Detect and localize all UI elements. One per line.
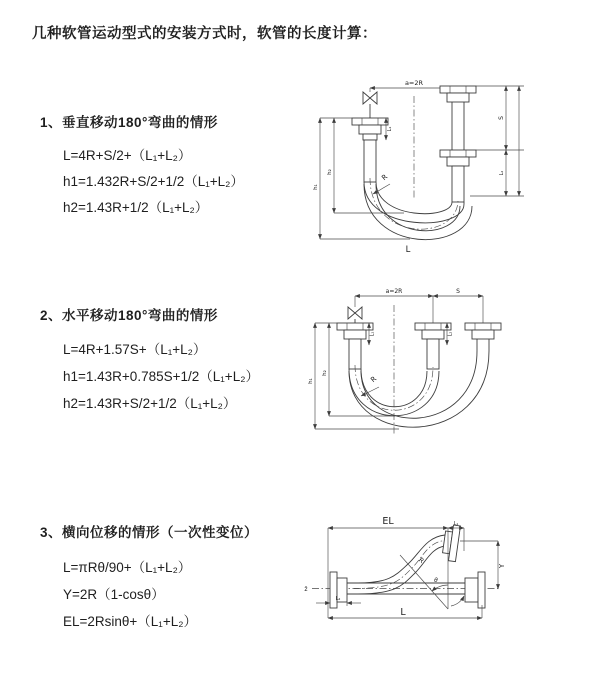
dim-label-l1: L₁ xyxy=(387,126,393,132)
dim-label-l2: L₂ xyxy=(499,170,505,176)
dim-a-2r xyxy=(355,288,433,296)
hose-displaced-position xyxy=(354,535,445,594)
right-flange-upper xyxy=(440,86,476,102)
dim-label-l2: L₂ xyxy=(335,596,341,602)
dim-label-h2: h₂ xyxy=(322,370,328,376)
formula-line: h2=1.43R+1/2（L₁+L₂） xyxy=(63,200,209,215)
dim-label-s: S xyxy=(498,116,505,120)
dim-el xyxy=(328,516,448,528)
page-title: 几种软管运动型式的安装方式时，软管的长度计算： xyxy=(32,26,377,42)
dim-h1 xyxy=(313,118,410,239)
dim-label-r: R xyxy=(369,374,379,385)
formula-line: L=4R+S/2+（L₁+L₂） xyxy=(63,148,192,163)
formula-line: EL=2Rsinθ+（L₁+L₂） xyxy=(63,614,197,629)
formula-line: h2=1.43R+S/2+1/2（L₁+L₂） xyxy=(63,396,237,411)
diagram-vertical-180-bend xyxy=(306,72,531,262)
section-1-heading: 1、垂直移动180°弯曲的情形 xyxy=(40,115,218,130)
dim-s-and-l2 xyxy=(470,86,524,196)
right-flange-moved xyxy=(465,323,501,351)
dim-l-total xyxy=(328,528,482,618)
section-lateral-offset xyxy=(40,521,258,635)
datum-mark: z̄ xyxy=(304,586,308,593)
right-flange-lower xyxy=(465,572,485,608)
formula-line: L=πRθ/90+（L₁+L₂） xyxy=(63,560,192,575)
formula-line: L=4R+1.57S+（L₁+L₂） xyxy=(63,342,207,357)
dim-label-r: R xyxy=(416,555,426,565)
right-flange-upper xyxy=(442,524,461,562)
diagram-horizontal-180-bend xyxy=(303,283,563,453)
dim-label-h1: h₁ xyxy=(313,184,319,190)
left-flange xyxy=(352,118,388,140)
dim-label-el: EL xyxy=(382,516,394,527)
dim-label-h1: h₁ xyxy=(308,378,314,384)
section-3-formulas xyxy=(40,554,258,635)
dim-label-s: S xyxy=(456,288,460,295)
middle-flange xyxy=(415,323,451,339)
section-vertical-travel xyxy=(40,111,244,221)
braided-hose-section xyxy=(427,339,439,369)
dim-label-theta: θ xyxy=(434,577,438,584)
dim-label-l1: L₁ xyxy=(453,521,459,527)
radius-construction-line xyxy=(400,555,448,609)
left-flange xyxy=(337,323,373,339)
formula-line: h1=1.432R+S/2+1/2（L₁+L₂） xyxy=(63,174,244,189)
left-flange xyxy=(330,572,347,608)
section-horizontal-travel xyxy=(40,304,259,417)
dim-s xyxy=(433,288,483,296)
dim-l2 xyxy=(316,596,361,606)
section-3-heading: 3、横向位移的情形（一次性变位） xyxy=(40,525,259,540)
dim-label-y: Y xyxy=(498,563,506,569)
diagram-lateral-offset xyxy=(300,505,592,657)
dim-label-l1: L₁ xyxy=(369,331,376,337)
formula-line: h1=1.43R+0.785S+1/2（L₁+L₂） xyxy=(63,369,259,384)
dim-label-r: R xyxy=(380,172,390,183)
section-1-formulas xyxy=(40,143,244,221)
dim-label-l: L xyxy=(400,607,406,618)
braided-hose-section xyxy=(364,140,376,182)
dim-label-a2r: a=2R xyxy=(385,288,403,295)
dim-label-a2r: a=2R xyxy=(404,79,424,87)
formula-line: Y=2R（1-cosθ） xyxy=(63,587,165,602)
right-pipe xyxy=(452,102,464,150)
section-2-heading: 2、水平移动180°弯曲的情形 xyxy=(40,308,218,323)
section-2-formulas xyxy=(40,336,259,417)
dim-label-h2: h₂ xyxy=(327,169,333,175)
dim-label-l-total: L xyxy=(405,245,411,255)
braided-hose-section xyxy=(452,166,464,202)
dim-label-l2: L₂ xyxy=(447,331,454,337)
braided-hose-section xyxy=(349,339,361,369)
valve-icon xyxy=(348,307,362,323)
valve-icon xyxy=(363,92,377,118)
right-flange-lower xyxy=(440,150,476,166)
